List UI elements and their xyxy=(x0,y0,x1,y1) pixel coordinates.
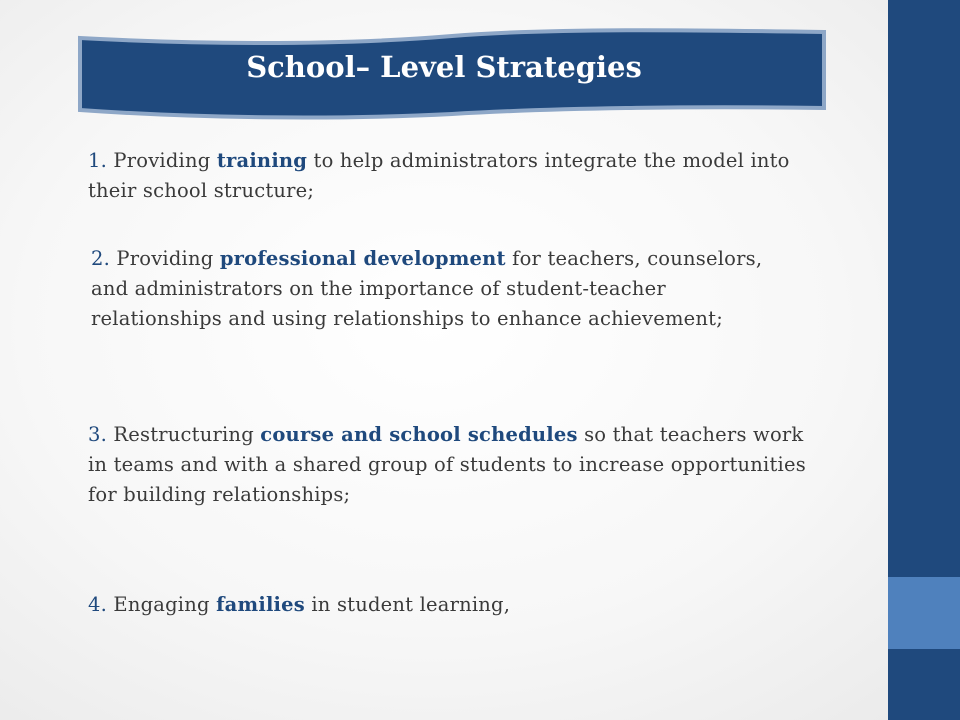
item-emphasis: professional development xyxy=(219,247,506,270)
item-text-before: Providing xyxy=(110,247,220,270)
item-number: 4. xyxy=(88,593,108,616)
item-text-before: Engaging xyxy=(107,593,217,616)
item-text-after: to help administrators integrate the model into their school structure; xyxy=(88,149,790,202)
right-sidebar-bar xyxy=(888,0,960,720)
item-emphasis: families xyxy=(216,593,305,616)
item-emphasis: training xyxy=(216,149,308,172)
item-emphasis: course and school schedules xyxy=(260,423,578,446)
item-text-after: in student learning, xyxy=(304,593,511,616)
item-text-after: for teachers, counselors, and administrators on the importance of student-teacher relationships and using relationships to enhance achievement; xyxy=(91,247,763,330)
item-number: 1. xyxy=(88,149,108,172)
sidebar-accent-block xyxy=(888,577,960,649)
strategy-item-4 xyxy=(88,590,788,620)
title-banner xyxy=(72,22,832,122)
strategy-item-3 xyxy=(88,420,808,510)
item-number: 2. xyxy=(91,247,111,270)
strategy-item-1 xyxy=(88,146,828,206)
strategy-item-2 xyxy=(91,244,791,334)
item-text-before: Restructuring xyxy=(107,423,261,446)
slide-title: School– Level Strategies xyxy=(246,50,642,84)
item-text-after: so that teachers work in teams and with a shared group of students to increase opportunities for building relationships; xyxy=(88,423,806,506)
item-text-before: Providing xyxy=(107,149,217,172)
item-number: 3. xyxy=(88,423,108,446)
